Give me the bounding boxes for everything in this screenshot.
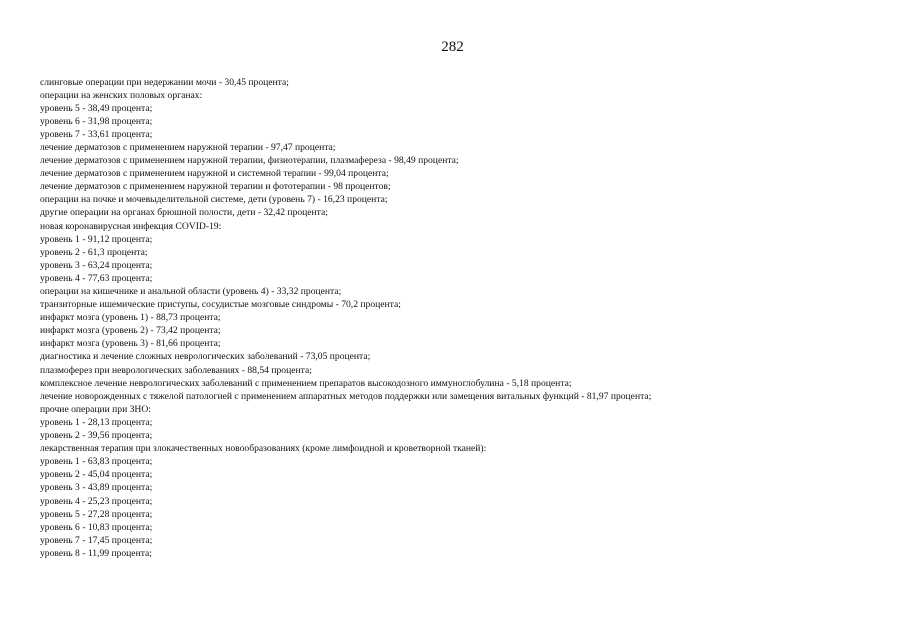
text-line: инфаркт мозга (уровень 1) - 88,73 процента; — [40, 312, 221, 324]
text-line: уровень 5 - 27,28 процента; — [40, 508, 153, 520]
text-line: лечение новорожденных с тяжелой патологией с применением аппаратных методов поддержки или замещения витальных функций - 81,97 процента; — [40, 390, 652, 402]
text-line: уровень 4 - 25,23 процента; — [40, 495, 153, 507]
text-line: новая коронавирусная инфекция COVID-19: — [40, 220, 222, 232]
text-line: уровень 4 - 77,63 процента; — [40, 272, 153, 284]
text-line: уровень 5 - 38,49 процента; — [40, 102, 153, 114]
text-line: транзиторные ишемические приступы, сосудистые мозговые синдромы - 70,2 процента; — [40, 299, 401, 311]
text-line: уровень 6 - 10,83 процента; — [40, 521, 153, 533]
text-line: уровень 2 - 61,3 процента; — [40, 246, 148, 258]
document-text — [40, 76, 651, 560]
text-line: другие операции на органах брюшной полости, дети - 32,42 процента; — [40, 207, 328, 219]
text-line: уровень 2 - 39,56 процента; — [40, 430, 153, 442]
text-line: операции на кишечнике и анальной области (уровень 4) - 33,32 процента; — [40, 286, 342, 297]
text-line: операции на женских половых органах: — [40, 89, 203, 101]
text-line: комплексное лечение неврологических заболеваний с применением препаратов высокодозного иммуноглобулина - 5,18 процента; — [40, 377, 572, 389]
text-line: уровень 3 - 43,89 процента; — [40, 482, 153, 494]
text-line: лекарственная терапия при злокачественных новообразованиях (кроме лимфоидной и кроветворной тканей): — [40, 443, 487, 455]
text-line: лечение дерматозов с применением наружной терапии - 97,47 процента; — [40, 141, 336, 153]
text-line: уровень 2 - 45,04 процента; — [40, 469, 153, 481]
text-line: уровень 1 - 28,13 процента; — [40, 416, 153, 428]
text-line: уровень 1 - 91,12 процента; — [40, 233, 153, 245]
page-number: 282 — [441, 39, 464, 55]
text-line: слинговые операции при недержании мочи - 30,45 процента; — [40, 76, 289, 88]
text-line: инфаркт мозга (уровень 2) - 73,42 процента; — [40, 325, 221, 337]
text-line: лечение дерматозов с применением наружной терапии, физиотерапии, плазмафереза - 98,49 процента; — [40, 155, 459, 167]
text-line: уровень 7 - 33,61 процента; — [40, 128, 153, 140]
text-line: лечение дерматозов с применением наружной и системной терапии - 99,04 процента; — [40, 168, 389, 180]
text-line: уровень 3 - 63,24 процента; — [40, 259, 153, 271]
text-line: уровень 1 - 63,83 процента; — [40, 456, 153, 468]
text-line: прочие операции при ЗНО: — [40, 403, 151, 415]
text-line: уровень 7 - 17,45 процента; — [40, 534, 153, 546]
text-line: плазмоферез при неврологических заболеваниях - 88,54 процента; — [40, 364, 312, 376]
text-line: операции на почке и мочевыделительной системе, дети (уровень 7) - 16,23 процента; — [40, 194, 388, 206]
text-line: инфаркт мозга (уровень 3) - 81,66 процента; — [40, 338, 221, 350]
text-line: диагностика и лечение сложных неврологических заболеваний - 73,05 процента; — [40, 351, 371, 363]
text-line: лечение дерматозов с применением наружной терапии и фототерапии - 98 процентов; — [40, 181, 391, 193]
text-line: уровень 6 - 31,98 процента; — [40, 115, 153, 127]
text-line: уровень 8 - 11,99 процента; — [40, 547, 152, 559]
